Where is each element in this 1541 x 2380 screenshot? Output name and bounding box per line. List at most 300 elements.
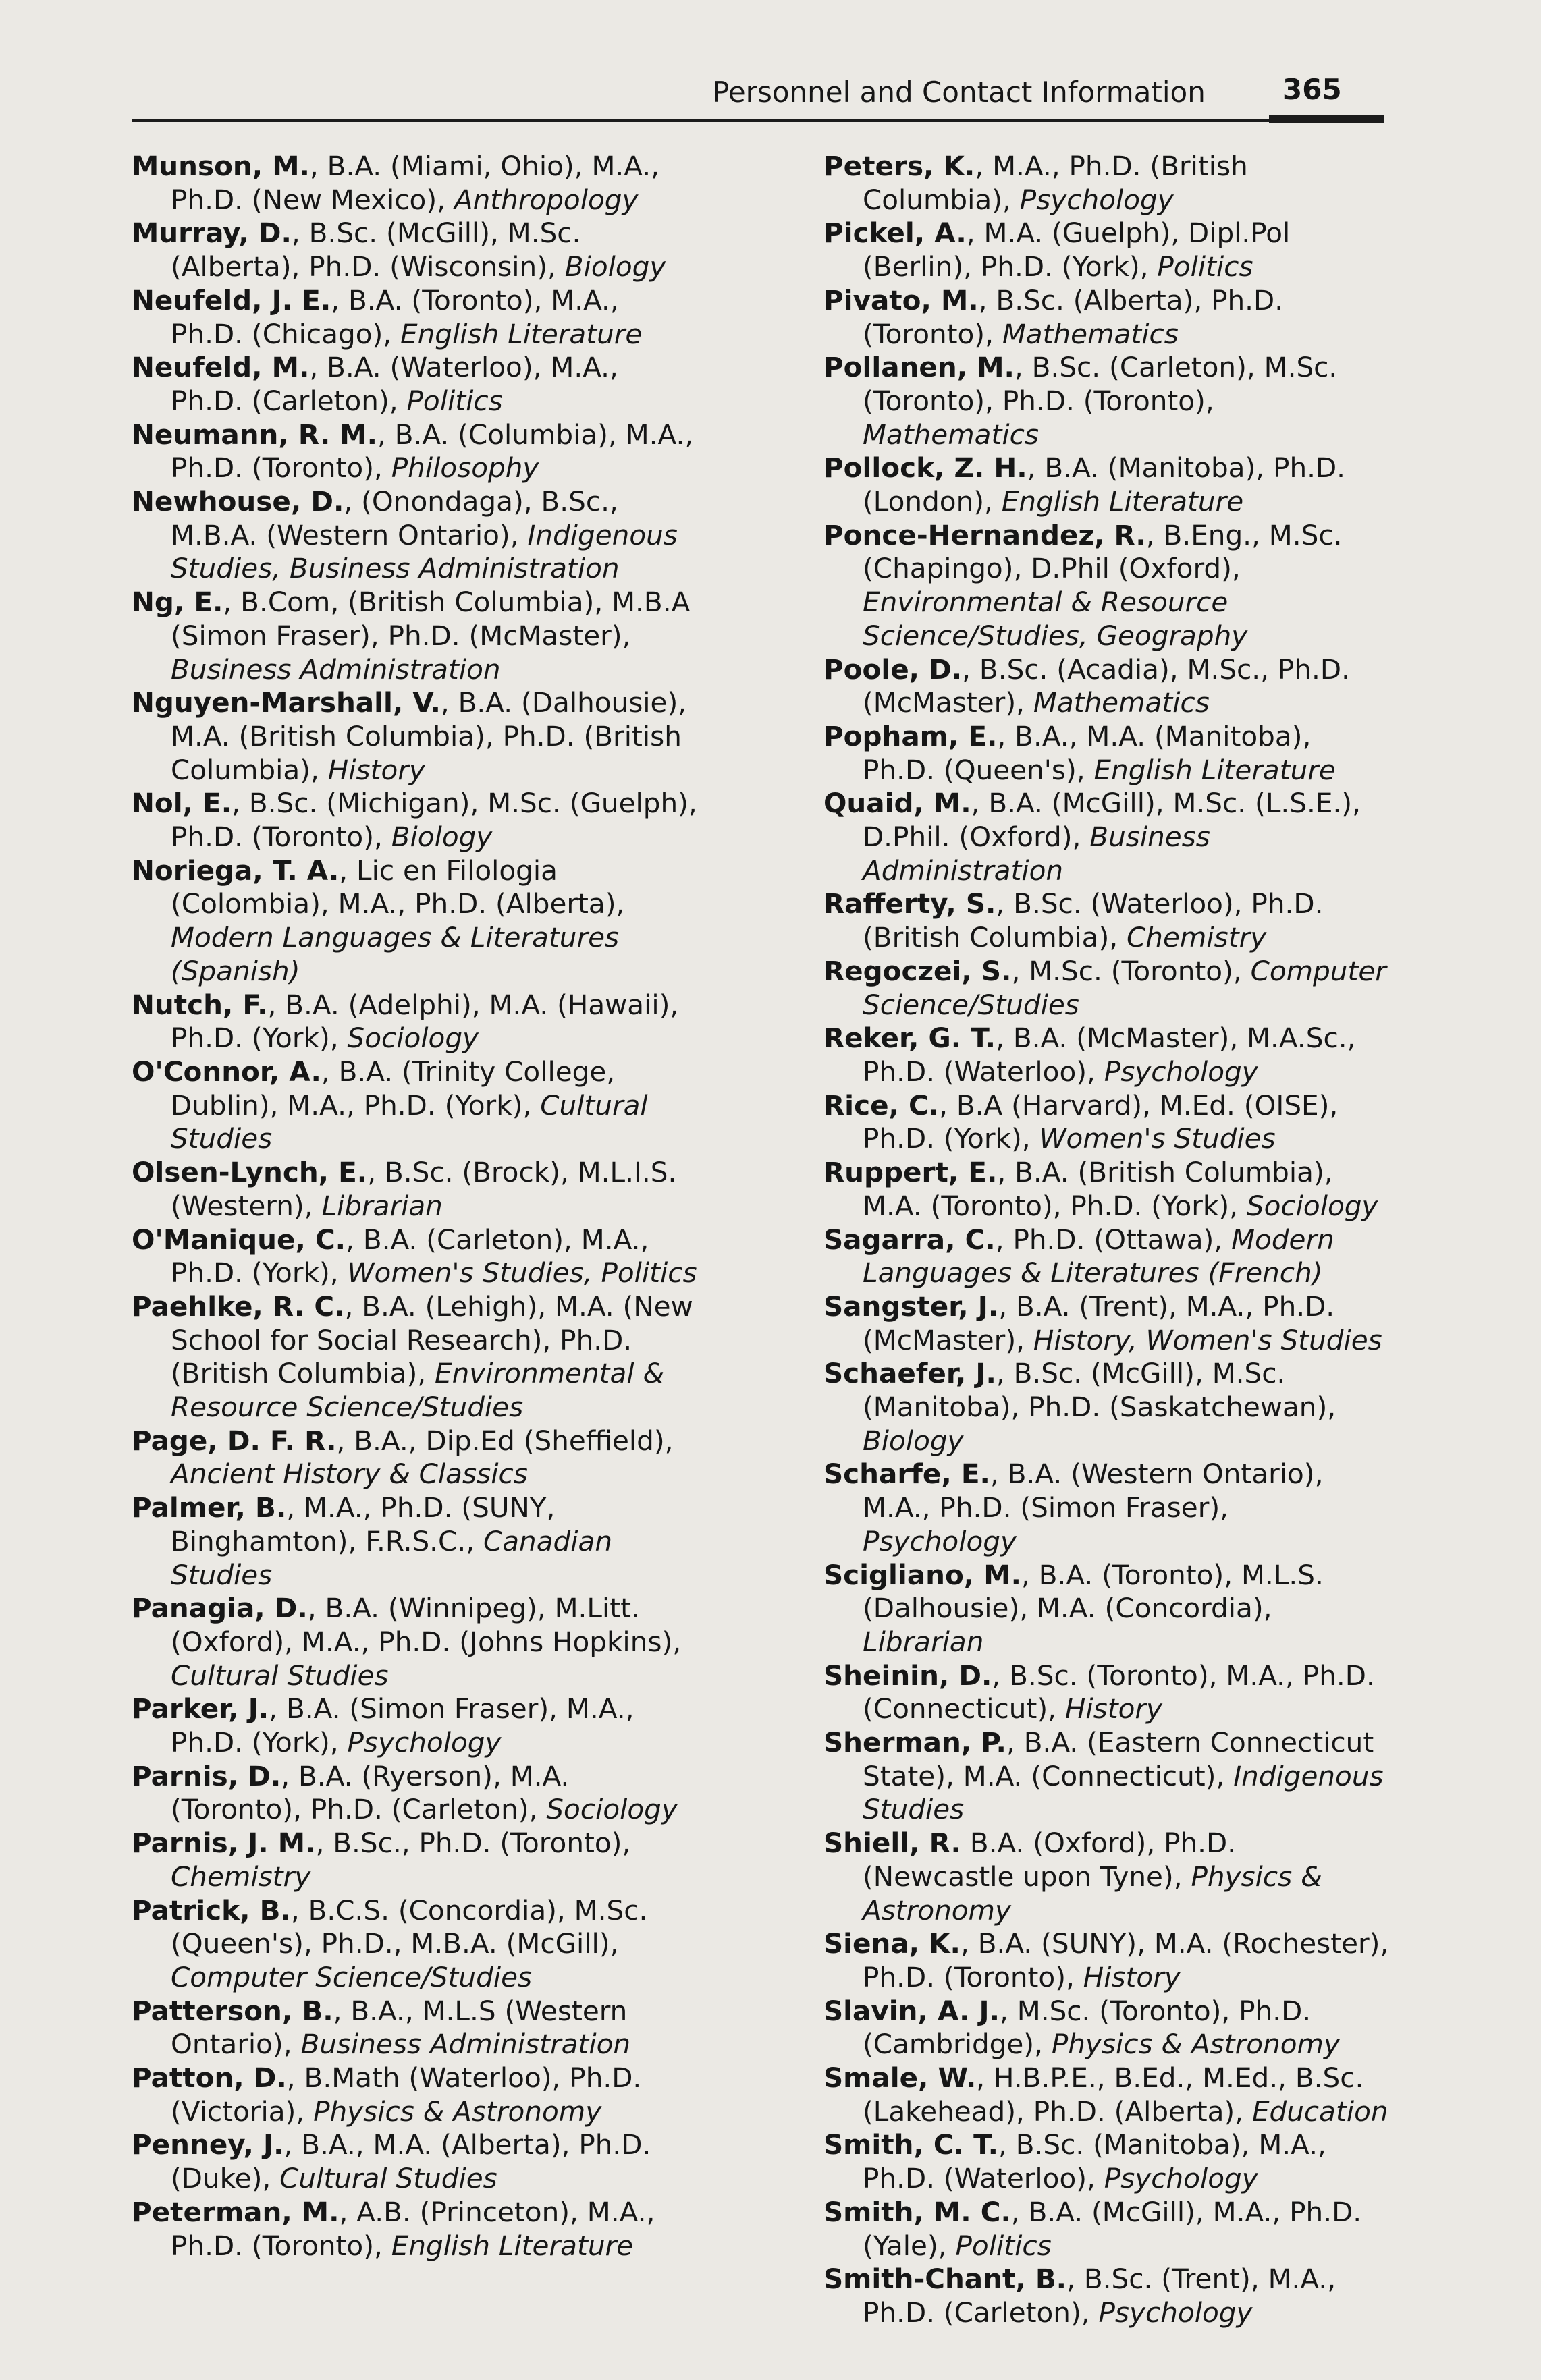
- directory-entry: [132, 1592, 699, 1692]
- directory-entry: [132, 217, 699, 283]
- credentials-separator: [304, 2095, 313, 2128]
- directory-entry: [823, 1089, 1390, 1156]
- credentials-separator: [1085, 754, 1094, 786]
- person-name: Ponce-Hernandez, R.: [823, 518, 1146, 551]
- person-credentials: B.Sc. (Carleton), M.Sc. (Toronto), Ph.D. (Toronto),: [863, 351, 1338, 417]
- person-name: Munson, M.: [132, 150, 310, 182]
- credentials-separator: [319, 754, 328, 786]
- directory-entry: [132, 351, 699, 418]
- directory-entry: [823, 351, 1390, 451]
- name-separator: ,: [286, 1491, 304, 1524]
- credentials-separator: [313, 1190, 322, 1222]
- person-department: Indigenous Studies, Business Administration: [171, 518, 678, 585]
- credentials-separator: [271, 2162, 279, 2194]
- directory-entry: [132, 1055, 699, 1156]
- header-rule-tab: [1269, 115, 1384, 123]
- person-name: Paehlke, R. C.: [132, 1290, 345, 1323]
- name-separator: ,: [333, 1994, 351, 2027]
- credentials-separator: [292, 2028, 301, 2060]
- person-department: Anthropology: [454, 183, 639, 216]
- person-credentials: B.A. (McGill), M.A., Ph.D. (Yale),: [863, 2195, 1362, 2262]
- person-name: Panagia, D.: [132, 1592, 308, 1625]
- person-name: Ruppert, E.: [823, 1156, 998, 1189]
- name-separator: ,: [339, 2195, 357, 2228]
- name-separator: ,: [978, 283, 996, 316]
- name-separator: ,: [997, 719, 1015, 752]
- person-credentials: B.A. (McMaster), M.A.Sc., Ph.D. (Waterloo),: [863, 1022, 1356, 1088]
- person-name: Newhouse, D.: [132, 485, 344, 518]
- credentials-separator: [1056, 1692, 1065, 1725]
- person-credentials: M.A. (Guelph), Dipl.Pol (Berlin), Ph.D. (York),: [863, 217, 1291, 283]
- directory-entry: [132, 1424, 699, 1491]
- person-name: Murray, D.: [132, 217, 292, 250]
- name-separator: ,: [309, 150, 327, 182]
- directory-entry: [132, 1156, 699, 1223]
- credentials-separator: [1025, 686, 1033, 719]
- person-department: Business Administration: [171, 653, 501, 686]
- person-department: Librarian: [863, 1625, 984, 1658]
- name-separator: ,: [346, 1223, 363, 1256]
- name-separator: ,: [975, 150, 993, 182]
- person-credentials: B.A. (Toronto), M.L.S. (Dalhousie), M.A. (Concordia),: [863, 1558, 1324, 1625]
- name-separator: ,: [962, 653, 979, 686]
- person-name: Sangster, J.: [823, 1290, 999, 1323]
- person-credentials: B.Sc. (McGill), M.Sc. (Alberta), Ph.D. (Wisconsin),: [171, 217, 581, 283]
- credentials-separator: [475, 1525, 483, 1557]
- person-name: Sheinin, D.: [823, 1659, 992, 1692]
- name-separator: ,: [309, 351, 327, 384]
- directory-entry: [132, 1827, 699, 1893]
- directory-entry: [132, 1760, 699, 1827]
- credentials-separator: [1183, 1860, 1191, 1893]
- name-separator: ,: [996, 887, 1014, 920]
- name-separator: ,: [307, 1592, 325, 1625]
- directory-entry: [823, 1927, 1390, 1994]
- credentials-separator: [1096, 1055, 1104, 1088]
- person-department: Indigenous Studies: [863, 1759, 1384, 1826]
- directory-entry: [823, 720, 1390, 787]
- person-name: Neufeld, J. E.: [132, 283, 331, 316]
- name-separator: ,: [344, 1290, 362, 1323]
- person-name: Page, D. F. R.: [132, 1424, 337, 1457]
- credentials-separator: [1243, 2095, 1252, 2128]
- person-department: Physics & Astronomy: [863, 1860, 1322, 1927]
- person-name: Palmer, B.: [132, 1491, 287, 1524]
- directory-entry: [823, 1458, 1390, 1558]
- directory-entry: [823, 1290, 1390, 1357]
- person-department: Women's Studies, Politics: [347, 1256, 697, 1290]
- person-credentials: B.A. (Carleton), M.A., Ph.D. (York),: [171, 1223, 649, 1290]
- person-credentials: B.A. (Simon Fraser), M.A., Ph.D. (York),: [171, 1692, 634, 1759]
- running-header-title: Personnel and Contact Information: [712, 76, 1206, 109]
- person-credentials: M.Sc. (Toronto), Ph.D. (Cambridge),: [863, 1994, 1312, 2061]
- person-credentials: B.A. (Columbia), M.A., Ph.D. (Toronto),: [171, 418, 694, 485]
- person-name: Nguyen-Marshall, V.: [132, 686, 441, 719]
- person-department: Chemistry: [1127, 921, 1267, 954]
- credentials-separator: [1224, 1760, 1233, 1792]
- credentials-separator: [339, 1726, 348, 1759]
- person-name: Sagarra, C.: [823, 1223, 996, 1256]
- person-name: Siena, K.: [823, 1927, 961, 1960]
- person-name: Schaefer, J.: [823, 1357, 996, 1390]
- person-department: Biology: [564, 250, 666, 283]
- person-credentials: B.A. (McGill), M.Sc. (L.S.E.), D.Phil. (Oxford),: [863, 787, 1361, 854]
- person-name: Parnis, J. M.: [132, 1827, 316, 1860]
- person-department: Sociology: [347, 1022, 479, 1055]
- person-department: English Literature: [391, 2229, 634, 2262]
- credentials-separator: [1025, 1324, 1033, 1356]
- person-name: Ng, E.: [132, 586, 223, 619]
- person-credentials: B.A. (British Columbia), M.A. (Toronto), Ph.D. (York),: [863, 1156, 1333, 1222]
- directory-entry: [823, 1223, 1390, 1290]
- directory-entry: [823, 1357, 1390, 1458]
- name-separator: ,: [232, 787, 249, 820]
- person-department: Environmental & Resource Science/Studies, Geography: [863, 586, 1248, 652]
- person-credentials: B.A. (Ryerson), M.A. (Toronto), Ph.D. (Carleton),: [171, 1759, 570, 1826]
- person-name: Neufeld, M.: [132, 351, 310, 384]
- person-department: Environmental & Resource Science/Studies: [171, 1357, 665, 1424]
- name-separator: [961, 1827, 970, 1859]
- person-name: Smith, M. C.: [823, 2195, 1011, 2228]
- person-name: Rafferty, S.: [823, 887, 996, 920]
- credentials-separator: [1031, 1122, 1039, 1155]
- person-department: Physics & Astronomy: [1051, 2028, 1340, 2061]
- person-name: O'Connor, A.: [132, 1055, 321, 1088]
- person-credentials: B.A (Harvard), M.Ed. (OISE), Ph.D. (York),: [863, 1088, 1339, 1155]
- directory-entry: [823, 955, 1390, 1022]
- credentials-separator: [1149, 250, 1158, 283]
- person-credentials: M.A., Ph.D. (SUNY, Binghamton), F.R.S.C.,: [171, 1491, 556, 1557]
- person-credentials: B.A. (Trent), M.A., Ph.D. (McMaster),: [863, 1290, 1335, 1356]
- person-credentials: B.A. (Western Ontario), M.A., Ph.D. (Simon Fraser),: [863, 1458, 1324, 1524]
- person-credentials: B.A. (Dalhousie), M.A. (British Columbia), Ph.D. (British Columbia),: [171, 686, 687, 786]
- person-name: Noriega, T. A.: [132, 854, 340, 887]
- credentials-separator: [556, 250, 565, 283]
- person-department: Cultural Studies: [171, 1659, 389, 1692]
- person-department: Business Administration: [863, 821, 1210, 887]
- header-rule: [132, 119, 1384, 122]
- name-separator: ,: [315, 1827, 333, 1860]
- directory-entry: [132, 1894, 699, 1995]
- credentials-separator: [947, 2230, 956, 2262]
- name-separator: ,: [939, 1088, 956, 1122]
- person-department: Education: [1251, 2095, 1388, 2128]
- directory-entry: [132, 1290, 699, 1424]
- credentials-separator: [537, 1793, 546, 1825]
- name-separator: ,: [997, 1156, 1015, 1189]
- person-credentials: B.Sc. (Acadia), M.Sc., Ph.D. (McMaster),: [863, 653, 1350, 719]
- person-name: Scharfe, E.: [823, 1458, 990, 1491]
- name-separator: ,: [995, 1223, 1013, 1256]
- credentials-separator: [1011, 184, 1020, 216]
- directory-entry: [823, 2128, 1390, 2195]
- directory-entry: [823, 451, 1390, 518]
- name-separator: ,: [336, 1424, 354, 1457]
- person-credentials: B.A., Dip.Ed (Sheffield),: [354, 1424, 674, 1457]
- name-separator: ,: [267, 988, 286, 1021]
- name-separator: ,: [331, 283, 348, 316]
- directory-entry: [132, 418, 699, 485]
- directory-entry: [132, 485, 699, 586]
- page-number: 365: [1282, 73, 1342, 106]
- name-separator: ,: [440, 686, 458, 719]
- person-department: Physics & Astronomy: [313, 2095, 602, 2128]
- person-name: Poole, D.: [823, 653, 963, 686]
- person-credentials: B.Sc. (Trent), M.A., Ph.D. (Carleton),: [863, 2263, 1336, 2329]
- directory-entry: [823, 217, 1390, 283]
- directory-entry: [132, 787, 699, 854]
- person-department: Librarian: [321, 1189, 443, 1222]
- person-credentials: B.A. (Adelphi), M.A. (Hawaii), Ph.D. (York),: [171, 988, 679, 1055]
- person-credentials: B.A. (Eastern Connecticut State), M.A. (Connecticut),: [863, 1726, 1374, 1792]
- name-separator: ,: [1011, 954, 1029, 987]
- directory-entry: [823, 519, 1390, 653]
- person-credentials: M.Sc. (Toronto),: [1029, 954, 1242, 987]
- credentials-separator: [1222, 1223, 1231, 1256]
- person-name: Scigliano, M.: [823, 1558, 1021, 1591]
- directory-entry: [132, 1995, 699, 2061]
- name-separator: ,: [1066, 2263, 1084, 2296]
- person-credentials: B.A. (Lehigh), M.A. (New School for Social Research), Ph.D. (British Columbia),: [171, 1290, 693, 1390]
- person-name: Patton, D.: [132, 2061, 287, 2095]
- credentials-separator: [1081, 821, 1089, 853]
- person-credentials: B.Sc. (Manitoba), M.A., Ph.D. (Waterloo),: [863, 2128, 1326, 2195]
- credentials-separator: [1043, 2028, 1052, 2060]
- person-credentials: B.Sc., Ph.D. (Toronto),: [333, 1827, 631, 1860]
- person-department: Modern Languages & Literatures (Spanish): [171, 921, 620, 987]
- person-name: Smith, C. T.: [823, 2128, 998, 2161]
- person-department: Modern Languages & Literatures (French): [863, 1223, 1334, 1290]
- name-separator: ,: [990, 1458, 1008, 1491]
- person-credentials: B.A. (Toronto), M.A., Ph.D. (Chicago),: [171, 283, 619, 350]
- person-name: Peterman, M.: [132, 2195, 340, 2228]
- name-separator: ,: [966, 217, 984, 250]
- person-department: Chemistry: [171, 1860, 311, 1893]
- directory-entry: [132, 150, 699, 217]
- page-header: [0, 0, 1541, 135]
- name-separator: ,: [1027, 451, 1045, 485]
- directory-entry: [132, 686, 699, 787]
- person-department: Mathematics: [1033, 686, 1210, 719]
- credentials-separator: [339, 1022, 348, 1054]
- person-department: Cultural Studies: [279, 2162, 497, 2195]
- person-credentials: B.A. (Waterloo), M.A., Ph.D. (Carleton),: [171, 351, 618, 417]
- person-name: Peters, K.: [823, 150, 975, 182]
- directory-entry: [132, 1491, 699, 1592]
- person-department: History: [1083, 1960, 1181, 1993]
- name-separator: ,: [1010, 2195, 1029, 2228]
- directory-entry: [132, 586, 699, 686]
- person-department: Psychology: [1104, 1055, 1258, 1088]
- left-column: [132, 150, 699, 2263]
- person-name: Sherman, P.: [823, 1726, 1006, 1759]
- credentials-separator: [1242, 955, 1251, 987]
- person-name: Reker, G. T.: [823, 1022, 996, 1055]
- person-credentials: B.C.S. (Concordia), M.Sc. (Queen's), Ph.D., M.B.A. (McGill),: [171, 1893, 648, 1960]
- credentials-separator: [383, 2230, 391, 2262]
- person-department: Psychology: [863, 1524, 1017, 1557]
- person-name: Pollanen, M.: [823, 351, 1015, 384]
- person-credentials: B.A., M.L.S (Western Ontario),: [171, 1994, 628, 2061]
- person-name: Pollock, Z. H.: [823, 451, 1027, 485]
- person-department: Psychology: [347, 1726, 502, 1759]
- person-name: Parnis, D.: [132, 1759, 281, 1792]
- right-column: [823, 150, 1390, 2330]
- person-credentials: B.Sc. (Toronto), M.A., Ph.D. (Connecticut),: [863, 1659, 1375, 1725]
- name-separator: ,: [321, 1055, 339, 1088]
- name-separator: ,: [339, 854, 357, 887]
- credentials-separator: [993, 485, 1002, 518]
- person-department: Sociology: [1246, 1189, 1378, 1222]
- directory-entry: [823, 1995, 1390, 2061]
- credentials-separator: [1090, 2296, 1099, 2329]
- person-credentials: B.Com, (British Columbia), M.B.A (Simon Fraser), Ph.D. (McMaster),: [171, 586, 691, 652]
- name-separator: ,: [290, 1893, 308, 1927]
- person-department: English Literature: [400, 317, 643, 350]
- person-credentials: B.Sc. (Waterloo), Ph.D. (British Columbia),: [863, 887, 1324, 954]
- person-credentials: Ph.D. (Ottawa),: [1012, 1223, 1223, 1256]
- person-name: Parker, J.: [132, 1692, 269, 1725]
- person-name: O'Manique, C.: [132, 1223, 346, 1256]
- person-credentials: B.Sc. (McGill), M.Sc. (Manitoba), Ph.D. (Saskatchewan),: [863, 1357, 1336, 1424]
- person-department: Psychology: [1019, 183, 1174, 216]
- person-department: History: [327, 753, 425, 786]
- directory-entry: [823, 284, 1390, 351]
- person-department: Women's Studies: [1039, 1122, 1276, 1155]
- name-separator: ,: [344, 485, 362, 518]
- person-name: Patrick, B.: [132, 1893, 291, 1927]
- person-name: Popham, E.: [823, 719, 998, 752]
- name-separator: ,: [223, 586, 241, 619]
- person-credentials: B.Sc. (Michigan), M.Sc. (Guelph), Ph.D. (Toronto),: [171, 787, 697, 854]
- person-department: Computer Science/Studies: [171, 1960, 533, 1993]
- directory-entry: [823, 1022, 1390, 1088]
- directory-entry: [823, 1559, 1390, 1659]
- person-department: Politics: [406, 384, 503, 417]
- credentials-separator: [994, 318, 1002, 350]
- credentials-separator: [398, 385, 407, 417]
- person-credentials: Lic en Filologia (Colombia), M.A., Ph.D. (Alberta),: [171, 854, 625, 920]
- credentials-separator: [383, 821, 391, 853]
- directory-entry: [132, 1692, 699, 1759]
- directory-entry: [823, 2263, 1390, 2329]
- name-separator: ,: [996, 1022, 1013, 1055]
- directory-entry: [823, 1156, 1390, 1223]
- person-department: Cultural Studies: [171, 1088, 648, 1155]
- person-name: Slavin, A. J.: [823, 1994, 1000, 2027]
- directory-entry: [823, 653, 1390, 720]
- directory-entry: [132, 284, 699, 351]
- credentials-separator: [1096, 2162, 1104, 2194]
- name-separator: ,: [291, 217, 309, 250]
- person-credentials: H.B.P.E., B.Ed., M.Ed., B.Sc. (Lakehead), Ph.D. (Alberta),: [863, 2061, 1364, 2128]
- person-credentials: B.Eng., M.Sc. (Chapingo), D.Phil (Oxford),: [863, 518, 1343, 585]
- credentials-separator: [339, 1256, 348, 1289]
- name-separator: ,: [960, 1927, 978, 1960]
- person-department: Politics: [955, 2229, 1052, 2262]
- person-credentials: B.A. (Manitoba), Ph.D. (London),: [863, 451, 1346, 518]
- name-separator: ,: [377, 418, 395, 451]
- person-name: Pickel, A.: [823, 217, 967, 250]
- name-separator: ,: [283, 2128, 302, 2161]
- person-name: Smale, W.: [823, 2061, 977, 2095]
- credentials-separator: [391, 318, 400, 350]
- name-separator: ,: [998, 1290, 1016, 1323]
- person-credentials: (Onondaga), B.Sc., M.B.A. (Western Ontario),: [171, 485, 618, 551]
- person-credentials: B.A. (Miami, Ohio), M.A., Ph.D. (New Mexico),: [171, 150, 660, 216]
- person-department: Sociology: [546, 1793, 678, 1826]
- person-credentials: B.A. (SUNY), M.A. (Rochester), Ph.D. (Toronto),: [863, 1927, 1389, 1993]
- directory-entry: [132, 2196, 699, 2263]
- person-name: Regoczei, S.: [823, 954, 1012, 987]
- person-department: Philosophy: [391, 451, 539, 485]
- person-name: Nutch, F.: [132, 988, 268, 1021]
- name-separator: ,: [998, 2128, 1016, 2161]
- name-separator: ,: [992, 1659, 1010, 1692]
- person-department: Computer Science/Studies: [863, 954, 1386, 1021]
- directory-entry: [823, 887, 1390, 954]
- person-department: Psychology: [1098, 2296, 1253, 2329]
- person-credentials: B.Sc. (Alberta), Ph.D. (Toronto),: [863, 283, 1284, 350]
- name-separator: ,: [1021, 1558, 1039, 1591]
- directory-entry: [823, 1659, 1390, 1726]
- person-department: Mathematics: [863, 418, 1039, 451]
- directory-entry: [823, 1827, 1390, 1927]
- person-department: Politics: [1157, 250, 1253, 283]
- person-department: History, Women's Studies: [1033, 1323, 1382, 1356]
- directory-entry: [823, 150, 1390, 217]
- person-name: Rice, C.: [823, 1088, 940, 1122]
- name-separator: ,: [1145, 518, 1164, 551]
- name-separator: ,: [1014, 351, 1032, 384]
- person-department: Biology: [391, 821, 493, 854]
- person-name: Shiell, R.: [823, 1827, 961, 1860]
- person-credentials: B.A. (Winnipeg), M.Litt. (Oxford), M.A., Ph.D. (Johns Hopkins),: [171, 1592, 682, 1658]
- directory-entry: [132, 1223, 699, 1290]
- person-name: Smith-Chant, B.: [823, 2263, 1067, 2296]
- person-credentials: B.A. (Oxford), Ph.D. (Newcastle upon Tyne),: [863, 1827, 1237, 1893]
- credentials-separator: [1075, 1961, 1083, 1993]
- person-department: Psychology: [1104, 2162, 1258, 2195]
- person-credentials: A.B. (Princeton), M.A., Ph.D. (Toronto),: [171, 2195, 655, 2262]
- person-credentials: B.A., M.A. (Alberta), Ph.D. (Duke),: [171, 2128, 651, 2195]
- name-separator: ,: [367, 1156, 385, 1189]
- person-department: Biology: [863, 1424, 964, 1457]
- person-name: Olsen-Lynch, E.: [132, 1156, 368, 1189]
- credentials-separator: [531, 1089, 540, 1122]
- directory-entry: [132, 989, 699, 1055]
- person-credentials: B.Sc. (Brock), M.L.I.S. (Western),: [171, 1156, 677, 1222]
- credentials-separator: [1238, 1190, 1247, 1222]
- name-separator: ,: [996, 1357, 1014, 1390]
- person-department: English Literature: [1001, 485, 1244, 518]
- person-credentials: M.A., Ph.D. (British Columbia),: [863, 150, 1248, 216]
- credentials-separator: [519, 519, 528, 551]
- credentials-separator: [383, 451, 391, 484]
- credentials-separator: [426, 1357, 435, 1389]
- person-name: Patterson, B.: [132, 1994, 333, 2027]
- credentials-separator: [1118, 921, 1127, 953]
- name-separator: ,: [286, 2061, 304, 2095]
- person-name: Pivato, M.: [823, 283, 979, 316]
- directory-entry: [823, 1726, 1390, 1827]
- person-name: Neumann, R. M.: [132, 418, 377, 451]
- name-separator: ,: [1006, 1726, 1024, 1759]
- credentials-separator: [445, 184, 454, 216]
- person-name: Nol, E.: [132, 787, 232, 820]
- directory-entry: [823, 2196, 1390, 2263]
- person-department: History: [1064, 1692, 1162, 1725]
